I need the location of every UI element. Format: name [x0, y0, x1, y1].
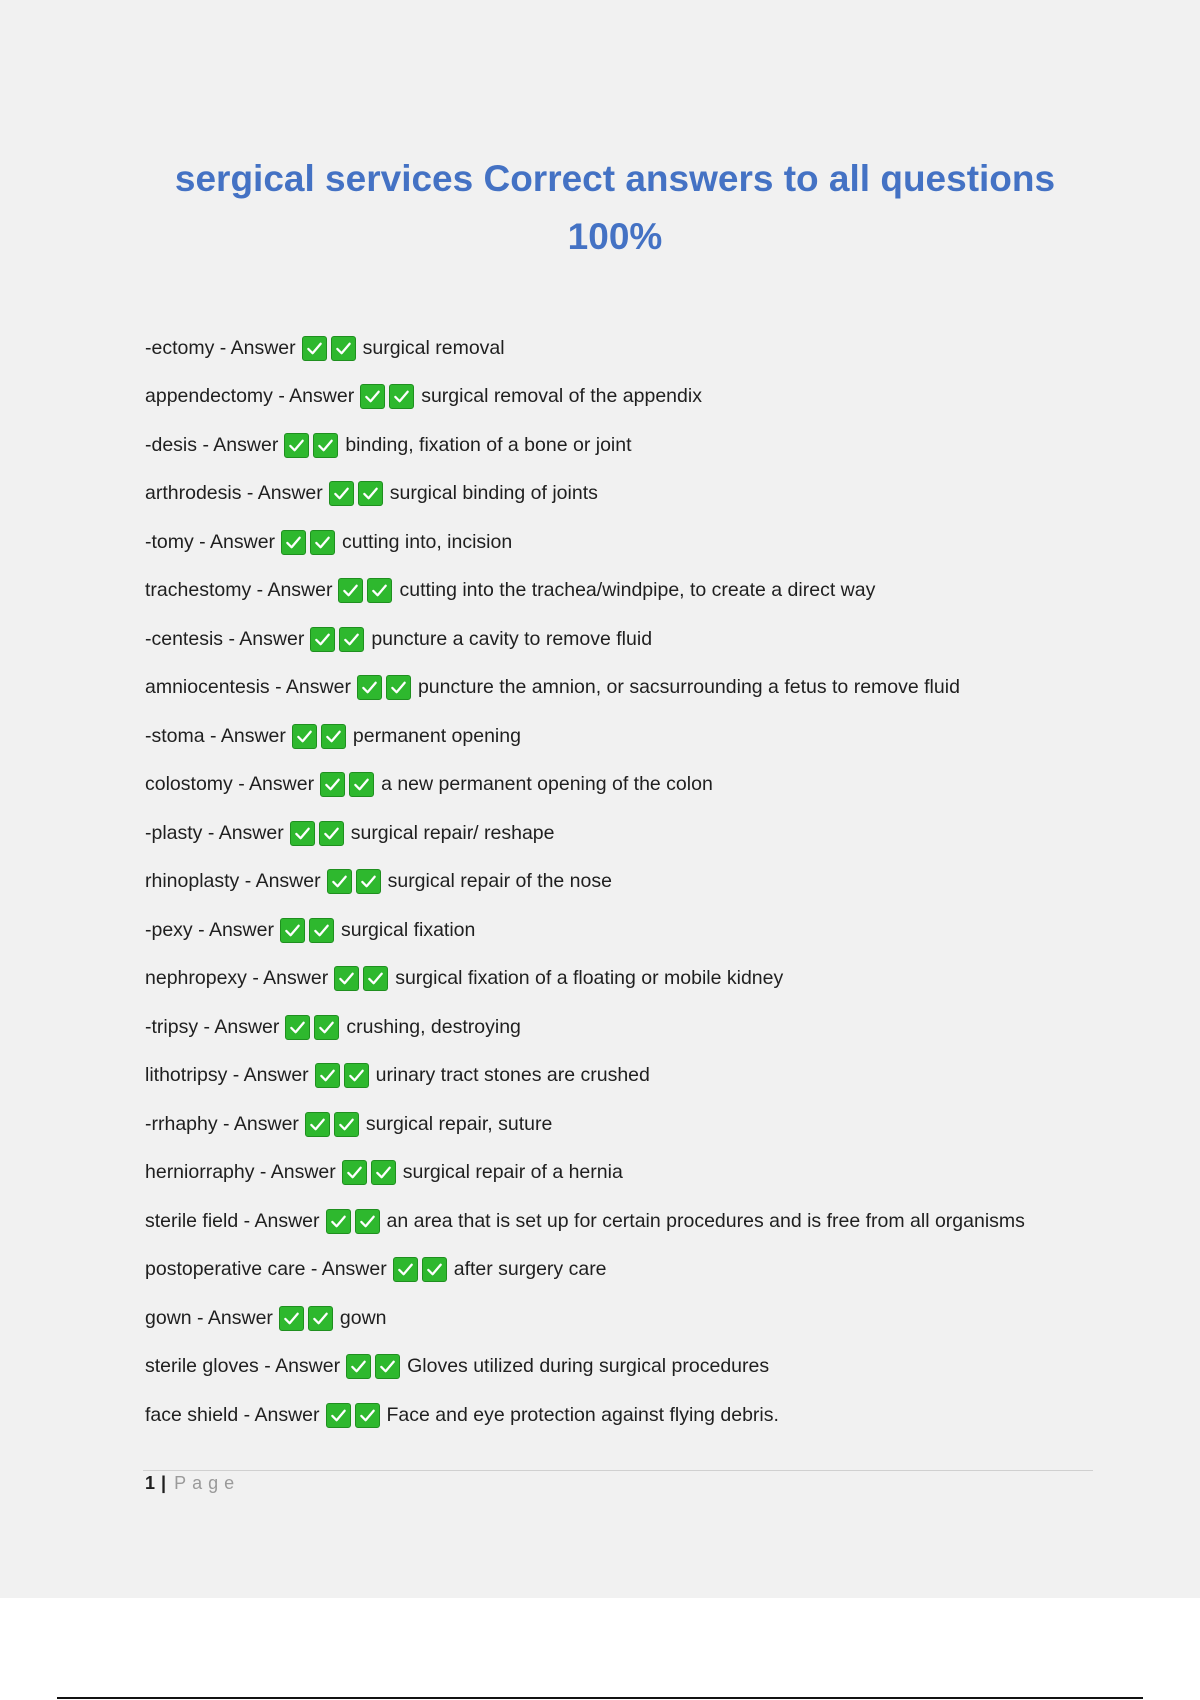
- check-marks: [357, 675, 415, 700]
- qa-answer: cutting into, incision: [342, 530, 513, 553]
- qa-answer: surgical repair of the nose: [387, 870, 612, 893]
- qa-item: [145, 1294, 1105, 1343]
- answer-connector: - Answer: [243, 1403, 320, 1426]
- check-mark-icon: [315, 1063, 340, 1088]
- qa-answer: surgical fixation of a floating or mobile kidney: [395, 967, 784, 990]
- qa-item: [145, 518, 1105, 567]
- qa-item: [145, 1149, 1105, 1198]
- page-separator: |: [161, 1473, 167, 1493]
- check-marks: [290, 821, 348, 846]
- qa-term: trachestomy: [145, 579, 252, 602]
- qa-item: [145, 761, 1105, 810]
- qa-answer: surgical binding of joints: [389, 482, 598, 505]
- qa-answer: surgical fixation: [340, 918, 476, 941]
- check-marks: [393, 1257, 451, 1282]
- check-mark-icon: [326, 1403, 351, 1428]
- qa-item: [145, 470, 1105, 519]
- qa-item: [145, 1391, 1105, 1440]
- check-mark-icon: [346, 1354, 371, 1379]
- page-number: 1: [145, 1473, 156, 1493]
- qa-item: [145, 809, 1105, 858]
- check-marks: [285, 1015, 343, 1040]
- answer-connector: - Answer: [198, 918, 274, 941]
- qa-answer: surgical repair/ reshape: [350, 821, 555, 844]
- answer-connector: - Answer: [310, 1258, 387, 1281]
- qa-answer: after surgery care: [453, 1258, 607, 1281]
- check-mark-icon: [292, 724, 317, 749]
- check-marks: [346, 1354, 404, 1379]
- answer-connector: - Answer: [246, 482, 323, 505]
- check-marks: [326, 1209, 384, 1234]
- check-marks: [310, 627, 368, 652]
- answer-connector: - Answer: [238, 773, 315, 796]
- check-mark-icon: [334, 1112, 359, 1137]
- check-mark-icon: [331, 336, 356, 361]
- check-mark-icon: [367, 578, 392, 603]
- check-marks: [281, 530, 339, 555]
- check-mark-icon: [358, 481, 383, 506]
- qa-answer: surgical repair, suture: [365, 1112, 553, 1135]
- page-footer: [145, 1473, 240, 1494]
- check-marks: [360, 384, 418, 409]
- check-mark-icon: [302, 336, 327, 361]
- answer-connector: - Answer: [203, 1015, 280, 1038]
- check-marks: [302, 336, 360, 361]
- answer-connector: - Answer: [228, 627, 305, 650]
- qa-item: [145, 1052, 1105, 1101]
- qa-term: sterile gloves: [145, 1355, 259, 1378]
- answer-connector: - Answer: [207, 821, 284, 844]
- qa-term: amniocentesis: [145, 676, 270, 699]
- qa-answer: Face and eye protection against flying debris.: [386, 1403, 779, 1426]
- check-mark-icon: [309, 918, 334, 943]
- check-marks: [320, 772, 378, 797]
- qa-answer: surgical removal of the appendix: [421, 385, 702, 408]
- qa-item: [145, 712, 1105, 761]
- qa-item: [145, 906, 1105, 955]
- check-mark-icon: [280, 918, 305, 943]
- check-marks: [342, 1160, 400, 1185]
- qa-term: -pexy: [145, 918, 193, 941]
- page-label: Page: [174, 1473, 241, 1493]
- answer-connector: - Answer: [243, 1209, 320, 1232]
- check-mark-icon: [281, 530, 306, 555]
- qa-answer: permanent opening: [352, 724, 521, 747]
- check-mark-icon: [320, 772, 345, 797]
- qa-term: nephropexy: [145, 967, 247, 990]
- check-mark-icon: [371, 1160, 396, 1185]
- qa-answer: crushing, destroying: [346, 1015, 521, 1038]
- qa-term: gown: [145, 1306, 192, 1329]
- check-mark-icon: [422, 1257, 447, 1282]
- qa-item: [145, 664, 1105, 713]
- answer-connector: - Answer: [223, 1112, 299, 1135]
- check-mark-icon: [313, 433, 338, 458]
- answer-connector: - Answer: [219, 336, 296, 359]
- check-mark-icon: [327, 869, 352, 894]
- qa-answer: puncture the amnion, or sacsurrounding a fetus to remove fluid: [417, 676, 960, 699]
- check-mark-icon: [290, 821, 315, 846]
- answer-connector: - Answer: [202, 433, 279, 456]
- qa-term: -desis: [145, 433, 198, 456]
- qa-item: [145, 1343, 1105, 1392]
- check-marks: [327, 869, 385, 894]
- qa-item: [145, 567, 1105, 616]
- bottom-divider: [57, 1697, 1143, 1699]
- qa-term: appendectomy: [145, 385, 273, 408]
- qa-item: [145, 421, 1105, 470]
- check-mark-icon: [334, 966, 359, 991]
- qa-answer: gown: [339, 1306, 387, 1329]
- qa-term: -stoma: [145, 724, 205, 747]
- qa-term: -centesis: [145, 627, 224, 650]
- answer-connector: - Answer: [264, 1355, 341, 1378]
- check-marks: [315, 1063, 373, 1088]
- qa-answer: surgical removal: [362, 336, 505, 359]
- answer-connector: - Answer: [275, 676, 351, 699]
- answer-connector: - Answer: [232, 1064, 309, 1087]
- answer-connector: - Answer: [197, 1306, 273, 1329]
- qa-term: rhinoplasty: [145, 870, 240, 893]
- check-mark-icon: [284, 433, 309, 458]
- check-mark-icon: [279, 1306, 304, 1331]
- check-marks: [326, 1403, 384, 1428]
- document-title: sergical services Correct answers to all questions 100%: [174, 158, 1056, 257]
- check-mark-icon: [393, 1257, 418, 1282]
- qa-term: -plasty: [145, 821, 203, 844]
- answer-connector: - Answer: [210, 724, 286, 747]
- footer-divider: [143, 1470, 1093, 1471]
- qa-answer: urinary tract stones are crushed: [375, 1064, 650, 1087]
- check-mark-icon: [357, 675, 382, 700]
- qa-answer: binding, fixation of a bone or joint: [345, 433, 632, 456]
- qa-term: sterile field: [145, 1209, 239, 1232]
- qa-term: colostomy: [145, 773, 233, 796]
- check-mark-icon: [339, 627, 364, 652]
- qa-answer: an area that is set up for certain procedures and is free from all organisms: [386, 1209, 1025, 1232]
- check-mark-icon: [310, 627, 335, 652]
- check-marks: [334, 966, 392, 991]
- check-mark-icon: [321, 724, 346, 749]
- answer-connector: - Answer: [256, 579, 333, 602]
- qa-item: [145, 1003, 1105, 1052]
- check-mark-icon: [319, 821, 344, 846]
- qa-term: lithotripsy: [145, 1064, 228, 1087]
- qa-item: [145, 615, 1105, 664]
- check-mark-icon: [344, 1063, 369, 1088]
- qa-item: [145, 373, 1105, 422]
- qa-item: [145, 1197, 1105, 1246]
- check-mark-icon: [355, 1403, 380, 1428]
- qa-term: -rrhaphy: [145, 1112, 218, 1135]
- answer-connector: - Answer: [278, 385, 355, 408]
- check-mark-icon: [329, 481, 354, 506]
- qa-item: [145, 858, 1105, 907]
- check-mark-icon: [363, 966, 388, 991]
- check-mark-icon: [389, 384, 414, 409]
- qa-item: [145, 324, 1105, 373]
- check-mark-icon: [305, 1112, 330, 1137]
- qa-item: [145, 1246, 1105, 1295]
- qa-answer: cutting into the trachea/windpipe, to create a direct way: [399, 579, 876, 602]
- check-mark-icon: [338, 578, 363, 603]
- qa-answer: puncture a cavity to remove fluid: [371, 627, 653, 650]
- check-mark-icon: [386, 675, 411, 700]
- check-marks: [284, 433, 342, 458]
- check-mark-icon: [349, 772, 374, 797]
- qa-term: postoperative care: [145, 1258, 306, 1281]
- check-marks: [329, 481, 387, 506]
- check-marks: [338, 578, 396, 603]
- qa-answer: surgical repair of a hernia: [402, 1161, 623, 1184]
- check-mark-icon: [355, 1209, 380, 1234]
- check-mark-icon: [342, 1160, 367, 1185]
- check-marks: [280, 918, 338, 943]
- qa-item: [145, 1100, 1105, 1149]
- qa-term: -tripsy: [145, 1015, 199, 1038]
- answer-connector: - Answer: [244, 870, 321, 893]
- qa-term: arthrodesis: [145, 482, 242, 505]
- qa-answer: a new permanent opening of the colon: [381, 773, 713, 796]
- check-mark-icon: [308, 1306, 333, 1331]
- qa-term: -ectomy: [145, 336, 215, 359]
- check-mark-icon: [326, 1209, 351, 1234]
- answer-connector: - Answer: [259, 1161, 336, 1184]
- check-marks: [292, 724, 350, 749]
- check-mark-icon: [360, 384, 385, 409]
- check-marks: [279, 1306, 337, 1331]
- answer-connector: - Answer: [252, 967, 329, 990]
- qa-term: face shield: [145, 1403, 239, 1426]
- answer-connector: - Answer: [199, 530, 276, 553]
- qa-answer: Gloves utilized during surgical procedures: [407, 1355, 770, 1378]
- qa-list: [145, 324, 1105, 1440]
- check-mark-icon: [285, 1015, 310, 1040]
- check-marks: [305, 1112, 363, 1137]
- check-mark-icon: [314, 1015, 339, 1040]
- check-mark-icon: [375, 1354, 400, 1379]
- check-mark-icon: [310, 530, 335, 555]
- qa-term: -tomy: [145, 530, 194, 553]
- check-mark-icon: [356, 869, 381, 894]
- qa-term: herniorraphy: [145, 1161, 255, 1184]
- qa-item: [145, 955, 1105, 1004]
